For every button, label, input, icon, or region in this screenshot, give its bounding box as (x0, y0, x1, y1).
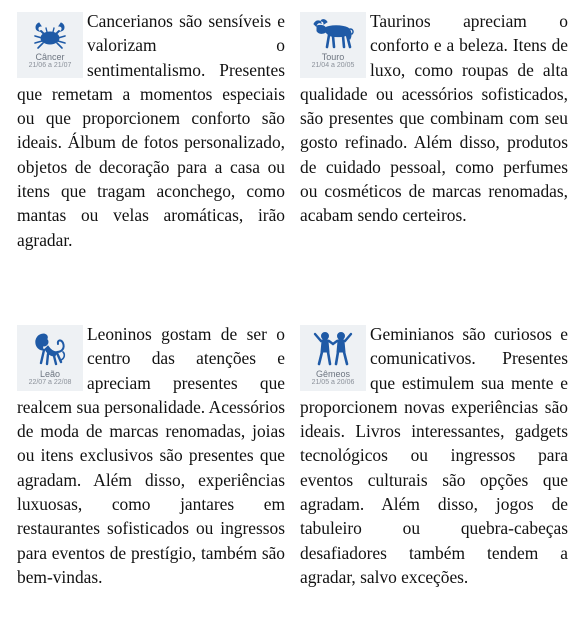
card-text: Cancerianos são sensíveis e valorizam o sentimentalismo. Presentes que remetam a momentos especiais ou que proporcionem conforto são ideais. Álbum de fotos personalizado, objetos de decoração para a casa ou itens que tragam aconchego, como mantas ou velas aromáticas, irão agradar. (17, 11, 285, 250)
card-taurus (300, 9, 568, 228)
lion-icon (30, 330, 70, 368)
twins-icon (311, 330, 355, 368)
card-cancer (17, 9, 285, 252)
sign-dates: 21/05 a 20/06 (311, 379, 355, 386)
sign-dates: 22/07 a 22/08 (28, 379, 72, 386)
sign-name: Gêmeos (315, 369, 350, 379)
sign-dates: 21/06 a 21/07 (28, 62, 72, 69)
card-text: Taurinos apreciam o conforto e a beleza. Itens de luxo, como roupas de alta qualidade ou acessórios sofisticados, são presentes que combinam com seu gosto refinado. Além disso, produtos de cuidado pessoal, como perfumes ou cosméticos de marcas renomadas, acabam sendo certeiros. (300, 11, 568, 226)
sign-dates: 21/04 a 20/05 (311, 62, 355, 69)
card-leo (17, 322, 285, 589)
sign-name: Câncer (35, 52, 65, 62)
sign-badge-gemini (300, 325, 366, 391)
crab-icon (30, 17, 70, 51)
sign-badge-cancer (17, 12, 83, 78)
sign-name: Leão (39, 369, 61, 379)
sign-badge-taurus (300, 12, 366, 78)
bull-icon (310, 17, 356, 51)
sign-badge-leo (17, 325, 83, 391)
card-text: Geminianos são curiosos e comunicativos. Presentes que estimulem sua mente e proporcionem novas experiências são ideais. Livros interessantes, gadgets tecnológicos ou ingressos para eventos culturais são opções que agradam. Além disso, jogos de tabuleiro ou quebra-cabeças desafiadores também tendem a agradar, salvo exceções. (300, 324, 568, 587)
card-gemini (300, 322, 568, 589)
card-text: Leoninos gostam de ser o centro das atenções e apreciam presentes que realcem sua personalidade. Acessórios de moda de marcas renomadas, joias ou itens exclusivos são presentes que agradam. Além disso, experiências luxuosas, como jantares em restaurantes sofisticados ou ingressos para eventos de prestígio, também são bem-vindas. (17, 324, 285, 587)
sign-name: Touro (321, 52, 345, 62)
